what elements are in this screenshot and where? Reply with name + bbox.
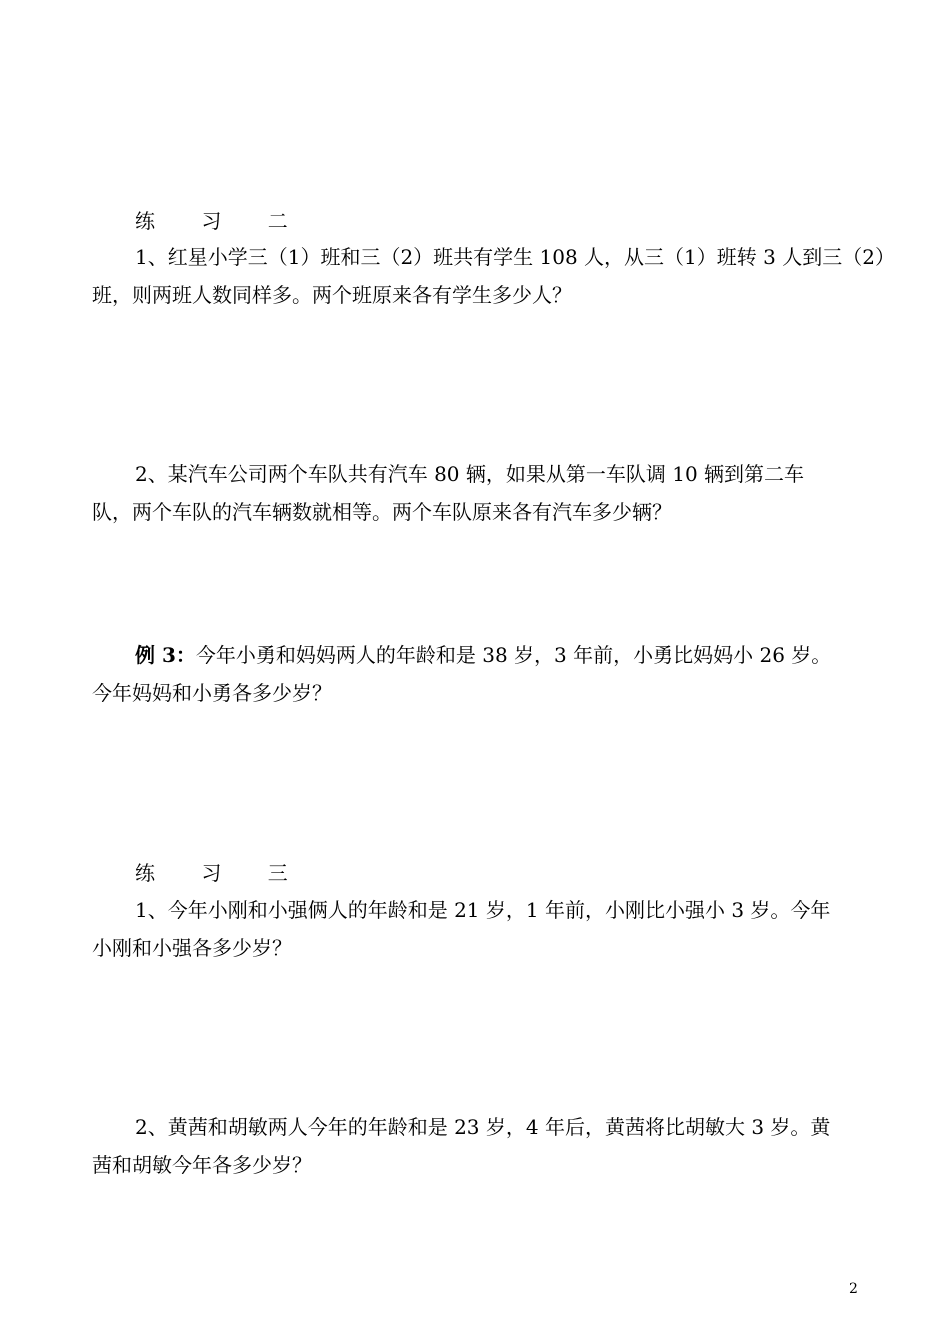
example-3-line-2: 今年妈妈和小勇各多少岁？ [92,681,332,705]
example-3-label: 例 3： [135,643,196,667]
example-3-text: 今年小勇和妈妈两人的年龄和是 38 岁，3 年前，小勇比妈妈小 26 岁。 [195,643,832,667]
practice-3-heading: 练 习 三 [135,861,308,885]
practice-2-question-1-line-2: 班，则两班人数同样多。两个班原来各有学生多少人？ [92,283,572,307]
example-3-line-1 [135,640,831,670]
practice-3-question-2-line-2: 茜和胡敏今年各多少岁？ [92,1153,312,1177]
practice-3-question-1-line-2: 小刚和小强各多少岁？ [92,936,292,960]
practice-3-question-2-line-1: 2、黄茜和胡敏两人今年的年龄和是 23 岁，4 年后，黄茜将比胡敏大 3 岁。黄 [135,1115,831,1139]
practice-3-question-1-line-1: 1、今年小刚和小强俩人的年龄和是 21 岁，1 年前，小刚比小强小 3 岁。今年 [135,898,831,922]
practice-2-question-2-line-1: 2、某汽车公司两个车队共有汽车 80 辆，如果从第一车队调 10 辆到第二车 [135,462,805,486]
page-number: 2 [849,1281,858,1297]
practice-2-heading: 练 习 二 [135,209,308,233]
practice-2-question-2-line-2: 队，两个车队的汽车辆数就相等。两个车队原来各有汽车多少辆？ [92,500,672,524]
practice-2-question-1-line-1: 1、红星小学三（1）班和三（2）班共有学生 108 人，从三（1）班转 3 人到三（2） [135,245,895,269]
